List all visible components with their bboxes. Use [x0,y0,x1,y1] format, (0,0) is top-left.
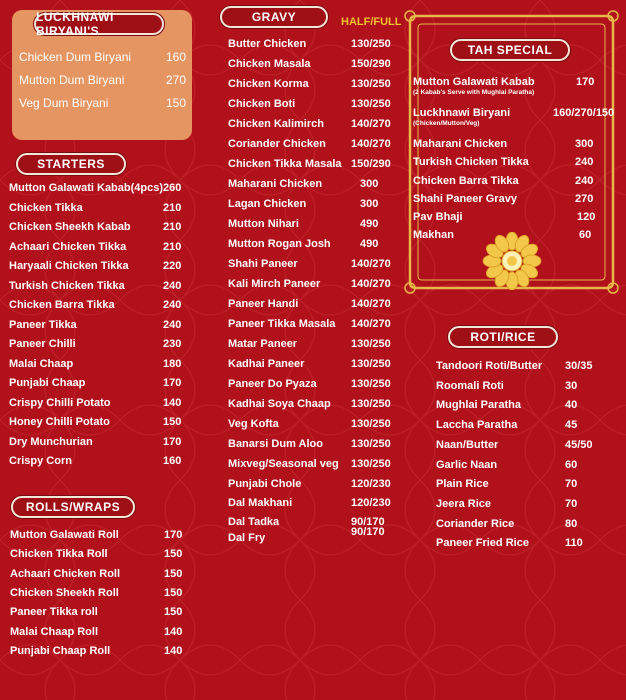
list-item [9,358,189,376]
list-item [436,518,606,536]
item-price: 260 [163,182,182,194]
list-item [19,96,187,114]
list-item [228,158,398,176]
list-item [228,138,398,156]
item-name: Butter Chicken [228,38,307,50]
item-price: 490 [360,238,379,250]
rolls-heading: ROLLS/WRAPS [11,496,135,518]
item-price: 210 [163,201,182,214]
item-name: Chicken Masala [228,58,311,70]
list-item [436,399,606,417]
item-name: Chicken Barra Tikka [9,299,115,311]
item-name: Malai Chaap Roll [10,625,99,638]
item-price: 60 [579,229,592,241]
tah-special-heading: TAH SPECIAL [450,39,570,61]
list-item [9,338,189,356]
list-item [228,298,398,316]
list-item [436,537,606,555]
item-name: Paneer Tikka roll [10,606,98,619]
item-price: 80 [565,517,578,530]
list-item [413,193,613,211]
gravy-heading: GRAVY [220,6,328,28]
item-name: Kali Mirch Paneer [228,278,321,290]
item-name: Honey Chilli Potato [9,416,110,428]
item-name: Chicken Tikka Masala [228,158,342,170]
list-item [228,218,398,236]
item-price: 240 [163,318,182,331]
list-item [413,138,613,156]
item-name: Chicken Korma [228,78,309,90]
item-name: Achaari Chicken Roll [10,567,121,580]
list-item [436,478,606,496]
item-price: 300 [575,138,594,150]
list-item [9,455,189,473]
list-item [9,202,189,220]
item-price: 130/250 [351,418,391,430]
list-item [436,498,606,516]
item-name: Punjabi Chole [228,478,302,490]
list-item [228,358,398,376]
list-item [10,606,190,624]
item-name: Dal Tadka [228,516,280,528]
list-item [228,78,398,96]
item-name: Mixveg/Seasonal veg [228,458,339,470]
list-item [228,438,398,456]
item-price: 240 [163,299,182,311]
item-price: 45/50 [565,438,593,451]
item-price: 140/270 [351,318,391,330]
item-name: Makhan [413,229,454,241]
list-item [436,380,606,398]
item-price: 130/250 [351,98,391,110]
list-item [228,58,398,76]
item-price: 90/170 [351,516,385,528]
item-name: Crispy Chilli Potato [9,396,111,409]
item-price: 130/250 [351,398,391,410]
item-name: Naan/Butter [436,438,499,451]
item-name: Chicken Barra Tikka [413,175,519,187]
item-name: Veg Dum Biryani [19,96,109,110]
item-name: Maharani Chicken [413,138,508,150]
list-item [10,568,190,586]
list-item [10,529,190,547]
item-price: 150 [164,548,183,561]
list-item [413,175,613,193]
item-price: 220 [163,260,182,272]
item-price: 300 [360,178,379,190]
item-price: 170 [163,377,182,389]
item-name: Crispy Corn [9,455,72,467]
list-item [228,378,398,396]
item-name: Paneer Fried Rice [436,537,529,550]
item-name: Paneer Tikka [9,318,77,331]
item-price: 170 [164,529,183,541]
list-item [228,478,398,496]
item-name: Matar Paneer [228,338,298,350]
item-name: Paneer Tikka Masala [228,318,336,330]
list-item [10,587,190,605]
item-name: Paneer Do Pyaza [228,378,317,390]
item-name: Garlic Naan [436,458,498,471]
item-name: Mutton Galawati Roll [10,529,119,541]
list-item [9,221,189,239]
item-price: 230 [163,338,182,350]
list-item [228,278,398,296]
item-price: 140/270 [351,298,391,310]
list-item [228,526,398,550]
item-name: Shahi Paneer [228,258,298,270]
item-price: 70 [565,478,578,491]
starters-heading: STARTERS [16,153,126,175]
list-item [228,418,398,436]
item-price: 240 [163,279,182,292]
list-item [228,497,398,515]
item-name: Chicken Tikka [9,201,83,214]
item-price: 30 [565,379,578,392]
item-name: Shahi Paneer Gravy [413,193,517,205]
item-price: 130/250 [351,38,391,50]
item-name: Dry Munchurian [9,435,93,448]
list-item [19,73,187,91]
item-name: Mutton Dum Biryani [19,73,125,87]
item-name: Paneer Handi [228,298,299,310]
item-name: Chicken Kalimirch [228,118,324,130]
item-name: Mutton Nihari [228,218,299,230]
item-price: 140 [163,396,182,409]
list-item [228,318,398,336]
item-price: 130/250 [351,338,391,350]
list-item [413,107,613,125]
item-name: Chicken Dum Biryani [19,50,132,64]
half-full-label: HALF/FULL [341,16,402,28]
item-price: 150 [164,606,183,619]
item-price: 150 [164,586,183,599]
item-price: 120 [577,211,596,223]
list-item [436,419,606,437]
list-item [228,98,398,116]
item-name: Turkish Chicken Tikka [9,279,125,292]
item-price: 160/270/150 [553,107,615,119]
item-price: 140 [164,625,183,638]
item-price: 45 [565,419,578,432]
item-price: 270 [166,73,187,87]
item-name: Punjabi Chaap Roll [10,644,111,657]
item-price: 210 [163,221,182,233]
item-price: 210 [163,240,182,253]
list-item [228,178,398,196]
item-name: Lagan Chicken [228,198,307,210]
item-name: Paneer Chilli [9,338,76,350]
item-price: 130/250 [351,358,391,370]
item-price: 110 [565,537,583,550]
item-price: 240 [575,156,594,168]
list-item [228,458,398,476]
item-price: 240 [575,175,594,187]
item-name: Mughlai Paratha [436,399,521,412]
list-item [10,548,190,566]
item-note: (Chicken/Mutton/Veg) [413,120,480,127]
item-price: 160 [163,455,182,467]
list-item [9,299,189,317]
list-item [9,436,189,454]
item-price: 150/290 [351,158,391,170]
item-name: Jeera Rice [436,497,492,510]
item-price: 140/270 [351,258,391,270]
item-price: 130/250 [351,458,391,470]
item-price: 140/270 [351,118,391,130]
item-name: Maharani Chicken [228,178,323,190]
item-price: 40 [565,399,578,412]
list-item [413,211,613,229]
item-name: Punjabi Chaap [9,377,86,389]
item-name: Laccha Paratha [436,419,518,432]
list-item [228,198,398,216]
list-item [9,377,189,395]
item-name: Mutton Galawati Kabab(4pcs) [9,182,164,194]
item-price: 130/250 [351,78,391,90]
item-name: Pav Bhaji [413,211,463,223]
list-item [413,156,613,174]
list-item [9,397,189,415]
item-name: Mutton Rogan Josh [228,238,331,250]
item-price: 150 [166,96,187,110]
list-item [9,319,189,337]
item-price: 490 [360,218,379,230]
item-price: 60 [565,458,578,471]
item-name: Turkish Chicken Tikka [413,156,529,168]
item-price: 70 [565,497,578,510]
list-item [436,360,606,378]
list-item [228,338,398,356]
list-item [9,280,189,298]
item-name: Dal Makhani [228,497,293,509]
item-price: 130/250 [351,438,391,450]
item-name: Coriander Rice [436,517,515,530]
list-item [10,626,190,644]
list-item [228,258,398,276]
item-note: (2 Kabab's Serve with Mughlai Paratha) [413,89,535,96]
item-price: 90/170 [351,526,385,538]
item-name: Luckhnawi Biryani [413,107,511,119]
item-name: Kadhai Soya Chaap [228,398,331,410]
list-item [19,50,187,68]
list-item [9,260,189,278]
item-name: Plain Rice [436,478,489,491]
item-name: Chicken Tikka Roll [10,548,108,561]
item-name: Achaari Chicken Tikka [9,240,127,253]
item-name: Dal Fry [228,532,266,544]
item-name: Tandoori Roti/Butter [436,360,543,372]
item-price: 120/230 [351,478,391,490]
list-item [436,439,606,457]
item-name: Malai Chaap [9,357,74,370]
list-item [228,118,398,136]
item-name: Chicken Sheekh Kabab [9,221,131,233]
item-price: 30/35 [565,360,593,372]
item-name: Banarsi Dum Aloo [228,438,323,450]
item-name: Chicken Boti [228,98,296,110]
item-price: 150 [164,567,183,580]
item-price: 140/270 [351,278,391,290]
item-price: 270 [575,193,594,205]
item-name: Veg Kofta [228,418,279,430]
item-price: 300 [360,198,379,210]
roti-rice-heading: ROTI/RICE [448,326,558,348]
item-price: 160 [166,50,187,64]
biryani-heading: LUCKHNAWI BIRYANI'S [34,13,164,35]
list-item [9,416,189,434]
item-name: Haryaali Chicken Tikka [9,260,129,272]
list-item [436,459,606,477]
item-price: 120/230 [351,497,391,509]
item-name: Roomali Roti [436,379,504,392]
list-item [228,238,398,256]
item-name: Mutton Galawati Kabab [413,76,535,88]
list-item [413,76,613,94]
item-name: Kadhai Paneer [228,358,305,370]
flower-ornament-icon [474,232,550,290]
list-item [9,182,189,200]
item-price: 170 [163,435,182,448]
list-item [228,398,398,416]
item-name: Chicken Sheekh Roll [10,586,119,599]
item-name: Coriander Chicken [228,138,326,150]
item-price: 180 [163,357,182,370]
item-price: 150 [163,416,182,428]
item-price: 140 [164,644,183,657]
item-price: 140/270 [351,138,391,150]
list-item [228,38,398,56]
item-price: 130/250 [351,378,391,390]
item-price: 150/290 [351,58,391,70]
list-item [10,645,190,663]
list-item [9,241,189,259]
item-price: 170 [576,76,595,88]
